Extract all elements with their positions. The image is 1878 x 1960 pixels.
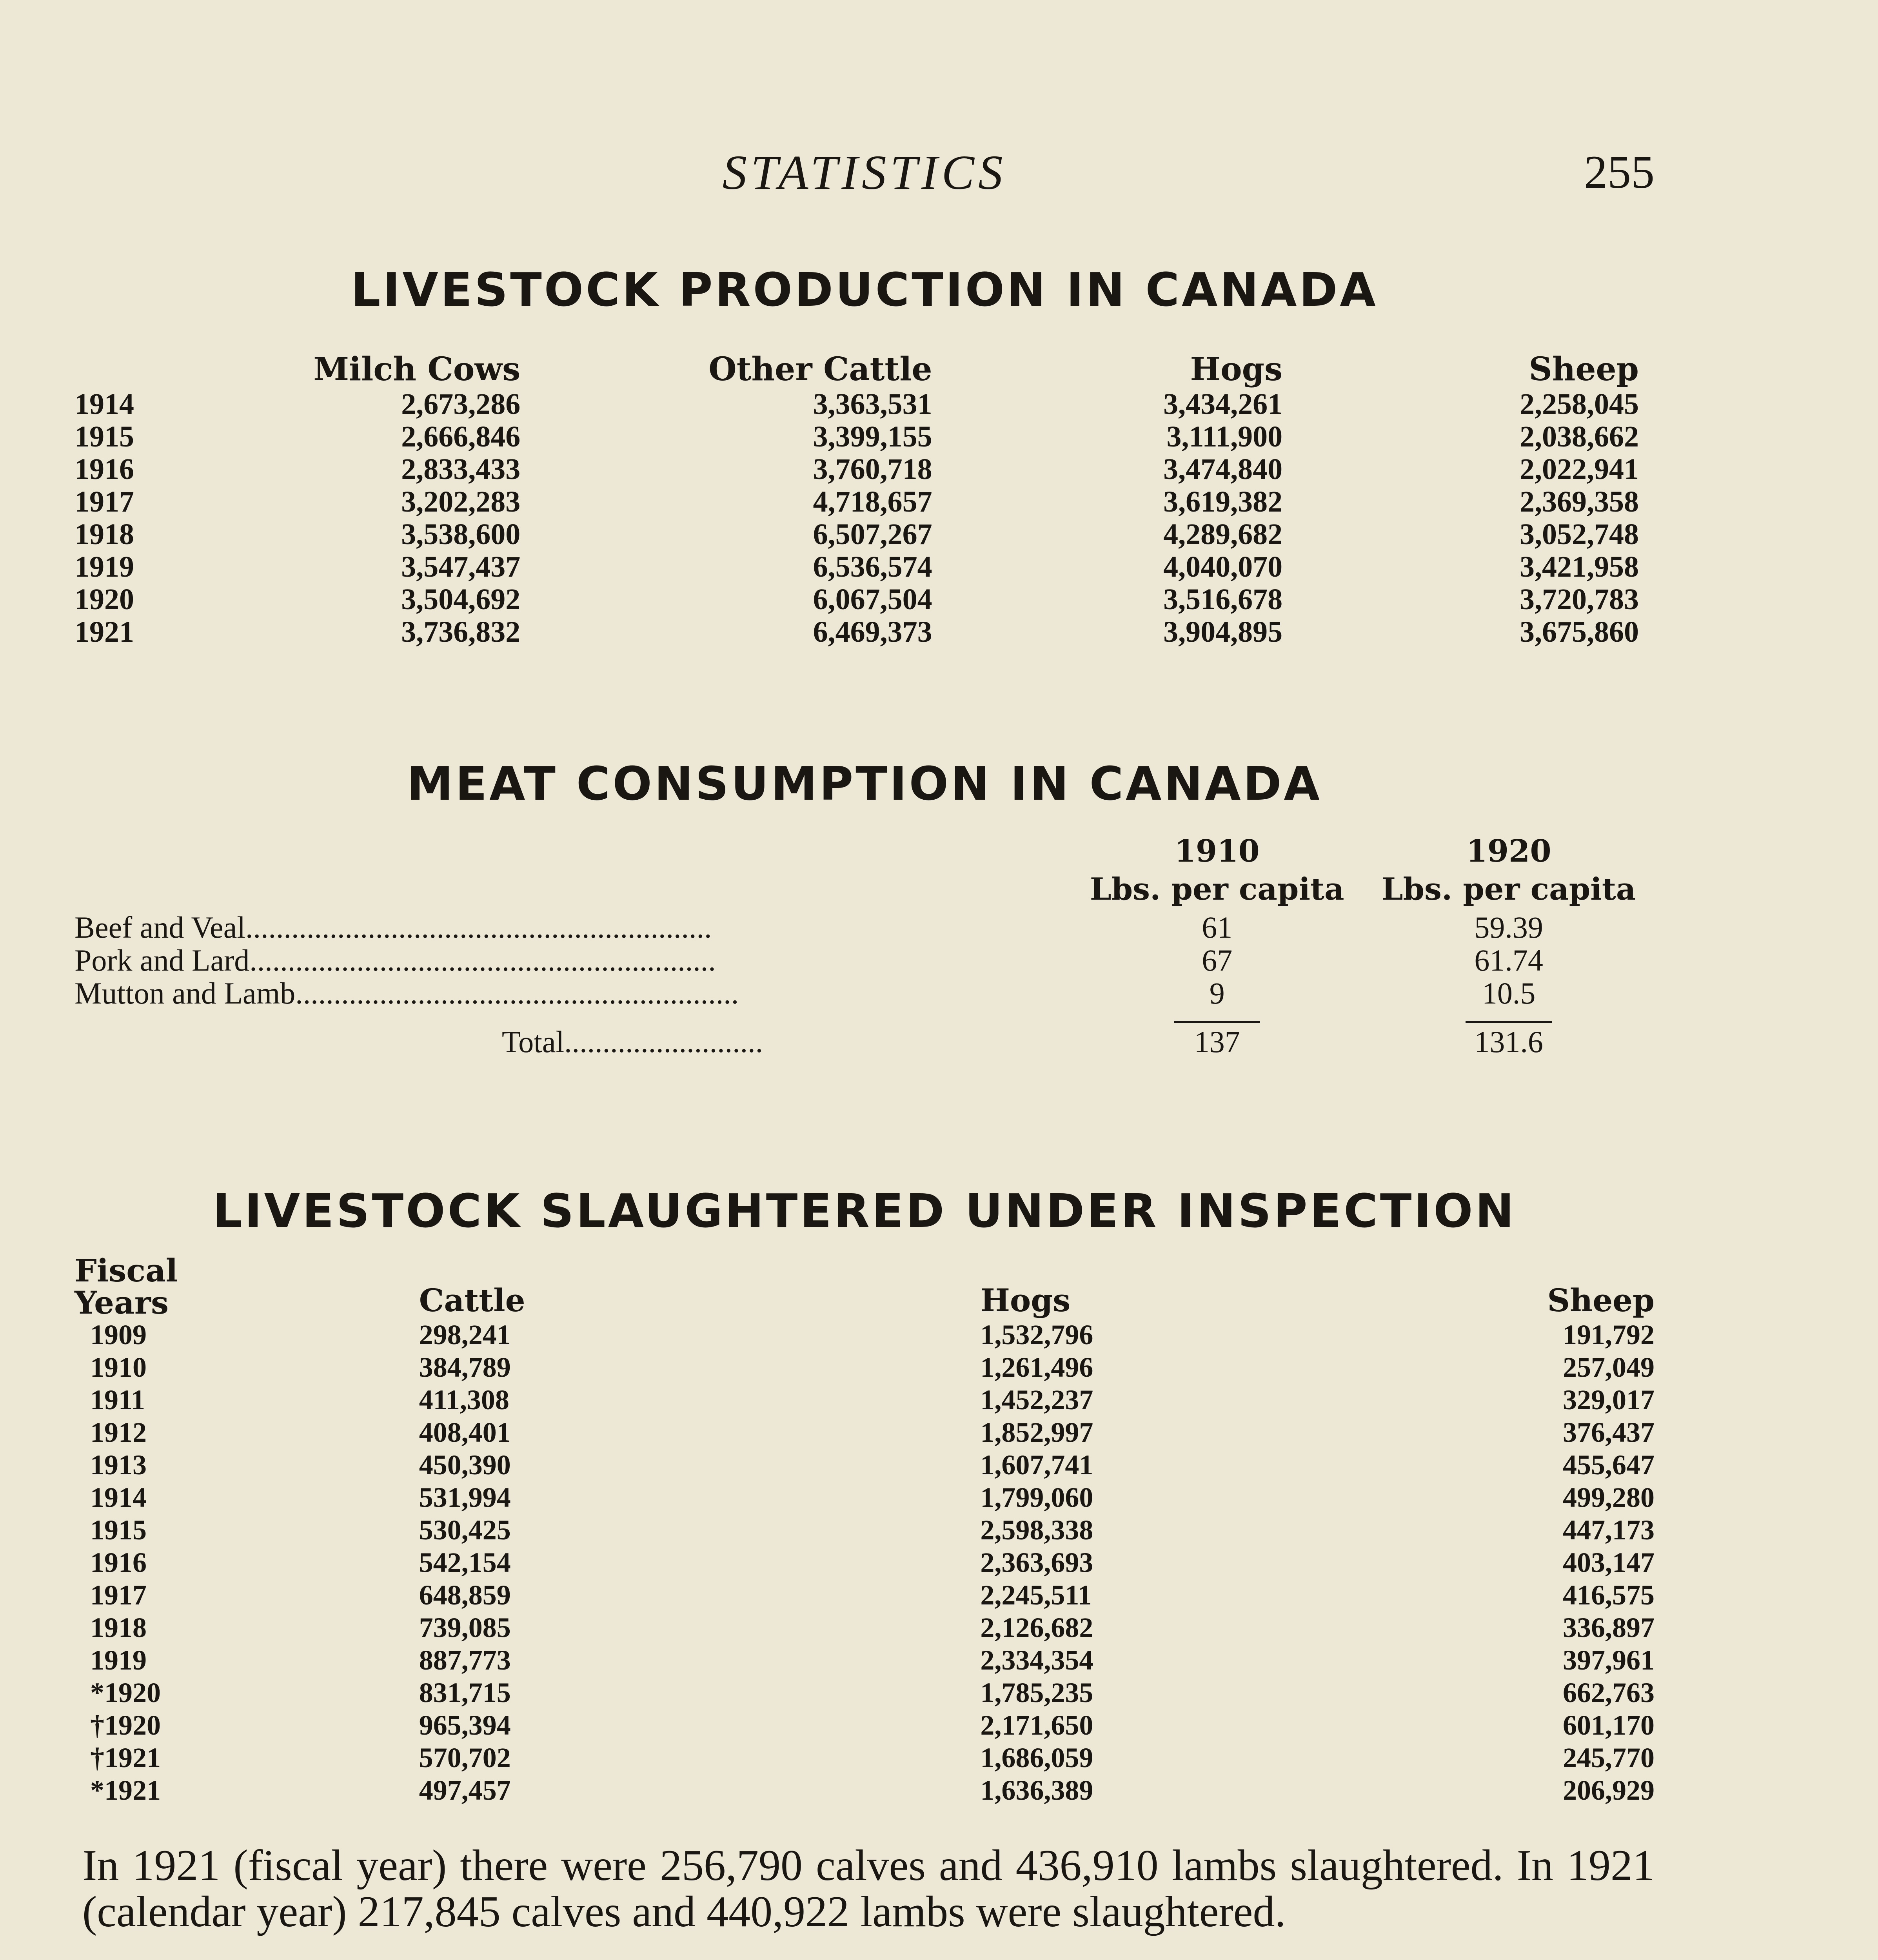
row-year: 1909 — [90, 1319, 147, 1350]
table-cell: 2,038,662 — [1520, 420, 1639, 453]
table-cell: 3,504,692 — [401, 583, 521, 616]
table-row — [74, 421, 1655, 453]
table-cell: 648,859 — [419, 1579, 511, 1611]
table-row — [74, 583, 1655, 616]
row-year: 1912 — [90, 1417, 147, 1448]
table-cell: 542,154 — [419, 1547, 511, 1578]
table-cell: 3,399,155 — [813, 420, 932, 453]
row-year: 1914 — [74, 388, 134, 421]
table-cell: 2,126,682 — [980, 1612, 1093, 1643]
table-cell: 376,437 — [1563, 1417, 1655, 1448]
value-1920: 59.39 — [1474, 910, 1543, 944]
table-row — [74, 1644, 1655, 1677]
table-cell: 2,833,433 — [401, 453, 521, 486]
table-cell: 1,785,235 — [980, 1677, 1093, 1708]
slaughtered-table — [74, 1254, 1655, 1807]
table-cell: 3,904,895 — [1163, 615, 1283, 648]
column-header: Sheep — [1547, 1282, 1655, 1319]
row-label — [74, 911, 1071, 944]
column-year-1910: 1910 — [1174, 833, 1260, 869]
value-1910: 61 — [1202, 910, 1233, 944]
table-row — [74, 551, 1655, 583]
table-cell: 2,022,941 — [1520, 453, 1639, 486]
table-row — [74, 911, 1655, 944]
table-cell: 3,736,832 — [401, 615, 521, 648]
table-row — [74, 1774, 1655, 1807]
table-row — [74, 1384, 1655, 1416]
table-header-row — [74, 337, 1655, 388]
column-header-years: Fiscal Years — [74, 1252, 178, 1321]
table-row — [74, 1742, 1655, 1774]
table-row — [74, 1709, 1655, 1742]
table-row — [74, 453, 1655, 486]
table-row — [74, 1579, 1655, 1612]
table-cell: 1,607,741 — [980, 1449, 1093, 1481]
table-cell: 530,425 — [419, 1514, 511, 1546]
table-cell: 1,532,796 — [980, 1319, 1093, 1350]
table-cell: 3,202,283 — [401, 485, 521, 518]
table-cell: 3,675,860 — [1520, 615, 1639, 648]
row-year: 1921 — [74, 615, 134, 648]
table-cell: 2,258,045 — [1520, 388, 1639, 421]
table-cell: 3,538,600 — [401, 518, 521, 551]
table-row — [74, 1546, 1655, 1579]
value-1910: 9 — [1209, 976, 1225, 1010]
row-year: 1910 — [90, 1352, 147, 1383]
row-label-text: Mutton and Lamb — [74, 976, 296, 1010]
table-row — [74, 486, 1655, 518]
column-header: Hogs — [1190, 350, 1283, 388]
table-cell: 384,789 — [419, 1352, 511, 1383]
table-cell: 499,280 — [1563, 1482, 1655, 1513]
table-cell: 2,171,650 — [980, 1710, 1093, 1741]
table-cell: 397,961 — [1563, 1644, 1655, 1676]
row-year: 1919 — [74, 550, 134, 583]
table-cell: 455,647 — [1563, 1449, 1655, 1481]
table-cell: 408,401 — [419, 1417, 511, 1448]
livestock-production-title: LIVESTOCK PRODUCTION IN CANADA — [351, 263, 1378, 317]
table-cell: 447,173 — [1563, 1514, 1655, 1546]
row-year: †1921 — [90, 1742, 161, 1773]
row-year: 1917 — [74, 485, 134, 518]
row-label — [74, 944, 1071, 977]
table-cell: 3,547,437 — [401, 550, 521, 583]
dot-leader: ............................................................. — [249, 943, 716, 977]
table-cell: 1,852,997 — [980, 1417, 1093, 1448]
table-cell: 831,715 — [419, 1677, 511, 1708]
meat-consumption-table — [74, 835, 1655, 1058]
slaughtered-title: LIVESTOCK SLAUGHTERED UNDER INSPECTION — [213, 1184, 1517, 1238]
meat-consumption-title: MEAT CONSUMPTION IN CANADA — [407, 757, 1322, 811]
table-cell: 2,673,286 — [401, 388, 521, 421]
row-label — [74, 977, 1071, 1010]
sum-rule — [1071, 1010, 1363, 1025]
table-cell: 3,421,958 — [1520, 550, 1639, 583]
table-row — [74, 1319, 1655, 1351]
dot-leader: ............................................................. — [245, 910, 712, 944]
table-cell: 3,434,261 — [1163, 388, 1283, 421]
table-cell: 191,792 — [1563, 1319, 1655, 1350]
table-cell: 329,017 — [1563, 1384, 1655, 1416]
table-cell: 1,452,237 — [980, 1384, 1093, 1416]
column-header: Hogs — [980, 1282, 1071, 1319]
sum-rule — [1363, 1010, 1655, 1025]
table-cell: 206,929 — [1563, 1775, 1655, 1806]
slaughtered-body — [74, 1319, 1655, 1807]
row-year: *1920 — [90, 1677, 161, 1708]
row-year: 1919 — [90, 1644, 147, 1676]
table-cell: 3,052,748 — [1520, 518, 1639, 551]
dot-leader: .......................... — [564, 1025, 763, 1059]
table-row — [74, 1449, 1655, 1481]
total-1910: 137 — [1194, 1025, 1240, 1059]
table-cell: 1,636,389 — [980, 1775, 1093, 1806]
table-cell: 4,718,657 — [813, 485, 932, 518]
dot-leader: .......................................................... — [295, 976, 739, 1010]
table-cell: 6,067,504 — [813, 583, 932, 616]
value-1920: 61.74 — [1474, 943, 1543, 977]
table-cell: 3,720,783 — [1520, 583, 1639, 616]
row-year: 1918 — [74, 518, 134, 551]
row-label-text: Beef and Veal — [74, 910, 246, 944]
table-cell: 601,170 — [1563, 1710, 1655, 1741]
table-cell: 6,469,373 — [813, 615, 932, 648]
table-cell: 965,394 — [419, 1710, 511, 1741]
table-cell: 3,474,840 — [1163, 453, 1283, 486]
table-cell: 497,457 — [419, 1775, 511, 1806]
row-label-text: Pork and Lard — [74, 943, 250, 977]
table-cell: 2,245,511 — [980, 1579, 1092, 1611]
table-cell: 336,897 — [1563, 1612, 1655, 1643]
column-year-1920: 1920 — [1466, 833, 1551, 869]
table-cell: 2,369,358 — [1520, 485, 1639, 518]
row-year: 1918 — [90, 1612, 147, 1643]
livestock-production-body — [74, 388, 1655, 648]
table-row — [74, 1514, 1655, 1546]
value-1910: 67 — [1202, 943, 1233, 977]
table-row — [74, 1481, 1655, 1514]
table-cell: 3,619,382 — [1163, 485, 1283, 518]
table-cell: 257,049 — [1563, 1352, 1655, 1383]
table-row — [74, 388, 1655, 421]
table-cell: 6,507,267 — [813, 518, 932, 551]
table-cell: 4,289,682 — [1163, 518, 1283, 551]
table-row — [74, 977, 1655, 1010]
table-cell: 4,040,070 — [1163, 550, 1283, 583]
table-cell: 245,770 — [1563, 1742, 1655, 1773]
table-cell: 1,686,059 — [980, 1742, 1093, 1773]
table-row — [74, 1416, 1655, 1449]
slaughter-paragraph: In 1921 (fiscal year) there were 256,790 calves and 436,910 lambs slaughtered. In 1921 (calendar year) 217,845 calves and 440,922 lambs were slaughtered. — [82, 1841, 1655, 1936]
table-cell: 450,390 — [419, 1449, 511, 1481]
table-cell: 3,516,678 — [1163, 583, 1283, 616]
table-row — [74, 518, 1655, 551]
running-head-title: STATISTICS — [722, 146, 1007, 200]
column-unit-1910: Lbs. per capita — [1090, 871, 1344, 907]
table-cell: 531,994 — [419, 1482, 511, 1513]
row-year: †1920 — [90, 1710, 161, 1741]
row-year: 1915 — [74, 420, 134, 453]
table-row — [74, 944, 1655, 977]
table-cell: 2,598,338 — [980, 1514, 1093, 1546]
total-1920: 131.6 — [1474, 1025, 1543, 1059]
row-year: 1916 — [90, 1547, 147, 1578]
table-row — [74, 1612, 1655, 1644]
table-cell: 570,702 — [419, 1742, 511, 1773]
table-cell: 3,363,531 — [813, 388, 932, 421]
table-cell: 739,085 — [419, 1612, 511, 1643]
table-cell: 2,334,354 — [980, 1644, 1093, 1676]
column-header: Other Cattle — [708, 350, 932, 388]
table-row — [74, 1677, 1655, 1709]
table-cell: 2,666,846 — [401, 420, 521, 453]
row-year: 1920 — [74, 583, 134, 616]
total-row — [74, 1025, 1655, 1058]
table-row — [74, 1351, 1655, 1384]
row-year: 1914 — [90, 1482, 147, 1513]
table-row — [74, 616, 1655, 648]
row-year: 1917 — [90, 1579, 147, 1611]
column-unit-1920: Lbs. per capita — [1381, 871, 1636, 907]
table-cell: 1,799,060 — [980, 1482, 1093, 1513]
table-cell: 3,760,718 — [813, 453, 932, 486]
column-header: Cattle — [419, 1282, 525, 1319]
table-cell: 1,261,496 — [980, 1352, 1093, 1383]
table-cell: 2,363,693 — [980, 1547, 1093, 1578]
column-header: Sheep — [1529, 350, 1639, 388]
table-cell: 298,241 — [419, 1319, 511, 1350]
table-cell: 3,111,900 — [1166, 420, 1283, 453]
row-year: *1921 — [90, 1775, 161, 1806]
table-cell: 887,773 — [419, 1644, 511, 1676]
table-cell: 416,575 — [1563, 1579, 1655, 1611]
page-number: 255 — [1584, 146, 1655, 198]
column-header: Milch Cows — [313, 350, 521, 388]
row-year: 1916 — [74, 453, 134, 486]
table-cell: 403,147 — [1563, 1547, 1655, 1578]
row-year: 1913 — [90, 1449, 147, 1481]
running-head — [74, 145, 1655, 208]
table-cell: 6,536,574 — [813, 550, 932, 583]
total-label: Total — [502, 1025, 565, 1059]
value-1920: 10.5 — [1482, 976, 1536, 1010]
row-year: 1911 — [90, 1384, 145, 1416]
livestock-production-table — [74, 337, 1655, 648]
table-cell: 662,763 — [1563, 1677, 1655, 1708]
table-cell: 411,308 — [419, 1384, 509, 1416]
row-year: 1915 — [90, 1514, 147, 1546]
